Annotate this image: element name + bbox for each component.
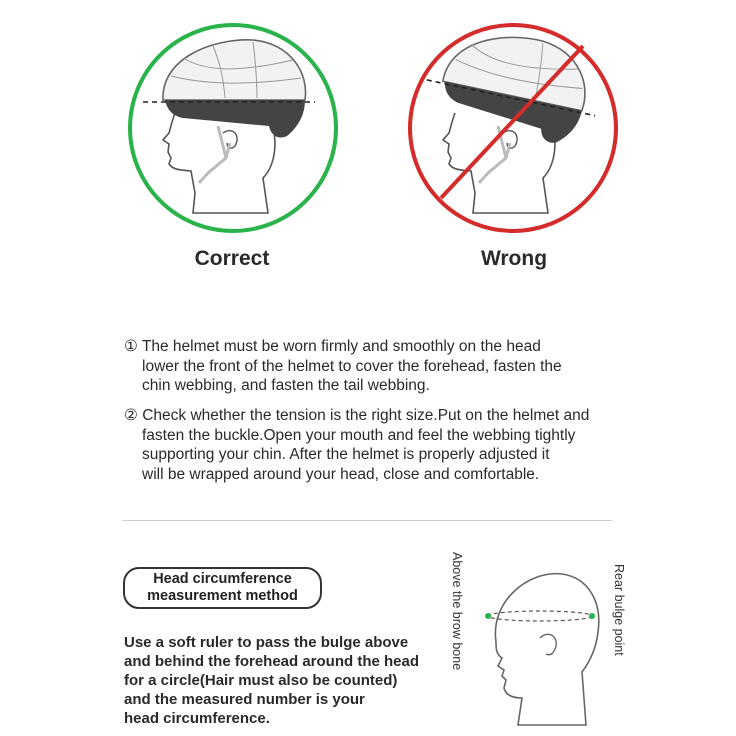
description-line: head circumference. <box>124 710 270 727</box>
badge-line: Head circumference <box>153 571 292 587</box>
label-rear-bulge-point: Rear bulge point <box>612 564 626 656</box>
badge-line: measurement method <box>147 588 298 604</box>
wrong-helmet-illustration <box>403 18 623 238</box>
instruction-2-line: will be wrapped around your head, close and comfortable. <box>142 465 540 483</box>
correct-figure <box>123 18 343 238</box>
description-line: Use a soft ruler to pass the bulge above <box>124 634 409 651</box>
instruction-item-1 <box>124 337 562 396</box>
measurement-description <box>124 633 419 728</box>
instruction-1-line: chin webbing, and fasten the tail webbing. <box>142 377 430 394</box>
instruction-2-line: fasten the buckle.Open your mouth and feel the webbing tightly <box>142 426 576 444</box>
head-measurement-figure <box>470 560 610 730</box>
correct-caption: Correct <box>194 247 270 270</box>
wrong-caption: Wrong <box>480 247 548 270</box>
head-profile <box>495 574 598 725</box>
label-above-brow-bone: Above the brow bone <box>450 552 464 671</box>
section-divider <box>122 520 612 521</box>
instruction-item-2 <box>124 406 589 484</box>
brow-point-marker <box>485 613 491 619</box>
description-line: and the measured number is your <box>124 691 365 708</box>
correct-helmet-illustration <box>123 18 343 238</box>
measurement-method-badge <box>123 567 322 609</box>
instruction-2-line: ② Check whether the tension is the right size.Put on the helmet and <box>124 407 590 424</box>
rear-point-marker <box>589 613 595 619</box>
head-measurement-illustration <box>470 560 610 730</box>
instruction-1-line: lower the front of the helmet to cover the forehead, fasten the <box>142 357 562 375</box>
wrong-figure <box>403 18 623 238</box>
instruction-1-line: ① The helmet must be worn firmly and smoothly on the head <box>124 338 541 355</box>
description-line: for a circle(Hair must also be counted) <box>124 672 398 689</box>
instruction-2-line: supporting your chin. After the helmet is properly adjusted it <box>142 446 550 463</box>
description-line: and behind the forehead around the head <box>124 653 420 670</box>
